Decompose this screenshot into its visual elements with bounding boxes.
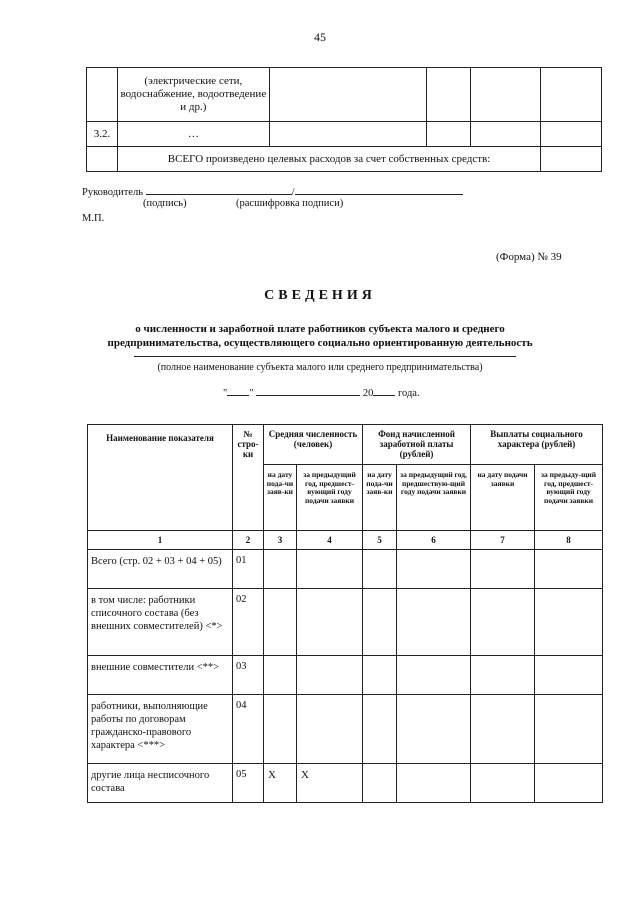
value-cell	[297, 656, 363, 695]
header-wage-fund: Фонд начисленной заработной платы (рублей)	[363, 425, 471, 465]
entity-name-line	[134, 356, 516, 357]
value-cell	[264, 695, 297, 764]
indicator-name: Всего (стр. 02 + 03 + 04 + 05)	[88, 550, 233, 589]
header-row	[88, 425, 603, 465]
indicator-name: в том числе: работники списочного состава (без внешних совместителей) <*>	[88, 589, 233, 656]
document-subtitle	[80, 322, 560, 350]
table-row	[87, 122, 602, 147]
total-label: ВСЕГО произведено целевых расходов за счет собственных средств:	[117, 147, 540, 172]
indicator-name: другие лица несписочного состава	[88, 764, 233, 803]
staff-wage-table	[87, 424, 603, 803]
value-cell	[264, 656, 297, 695]
decode-caption: (расшифровка подписи)	[236, 198, 344, 209]
value-cell	[264, 589, 297, 656]
previous-form-table	[86, 67, 602, 172]
value-cell	[297, 695, 363, 764]
value-cell: X	[297, 764, 363, 803]
page-number: 45	[314, 30, 326, 44]
table-row	[88, 764, 603, 803]
row-code: 04	[233, 695, 264, 764]
row-code: 03	[233, 656, 264, 695]
indicator-name: работники, выполняющие работы по договорам гражданско-правового характера <***>	[88, 695, 233, 764]
header-social-payments: Выплаты социального характера (рублей)	[471, 425, 603, 465]
form-number: (Форма) № 39	[496, 251, 562, 263]
column-number: 6	[397, 531, 471, 550]
column-number-row	[88, 531, 603, 550]
value-cell	[297, 589, 363, 656]
subtitle-line: о численности и заработной плате работников субъекта малого и среднего	[135, 323, 505, 335]
row-code: 05	[233, 764, 264, 803]
header-row-number: № стро-ки	[233, 425, 264, 531]
date-line: " " 20 года.	[223, 388, 420, 399]
column-number: 8	[535, 531, 603, 550]
indicator-name: внешние совместители <**>	[88, 656, 233, 695]
column-number: 7	[471, 531, 535, 550]
infrastructure-note: (электрические сети, водоснабжение, водоотведение и др.)	[117, 68, 269, 122]
sign-caption: (подпись)	[143, 198, 187, 209]
column-number: 1	[88, 531, 233, 550]
value-cell: X	[264, 764, 297, 803]
ellipsis-cell: …	[117, 122, 269, 147]
row-code: 02	[233, 589, 264, 656]
subheader-on-date: на дату пода-чи заяв-ки	[363, 465, 397, 531]
column-number: 4	[297, 531, 363, 550]
row-code: 01	[233, 550, 264, 589]
value-cell	[264, 550, 297, 589]
signature-line	[82, 185, 463, 198]
stamp-label: М.П.	[82, 213, 105, 224]
header-indicator-name: Наименование показателя	[88, 425, 233, 531]
subheader-prev-year: за предыдущий год, предшест-вующий году подачи заявки	[297, 465, 363, 531]
entity-caption: (полное наименование субъекта малого или среднего предпринимательства)	[157, 362, 483, 373]
table-row	[88, 656, 603, 695]
separator: /	[291, 187, 295, 198]
column-number: 5	[363, 531, 397, 550]
table-row	[87, 68, 602, 122]
total-row	[87, 147, 602, 172]
table-row	[88, 589, 603, 656]
column-number: 2	[233, 531, 264, 550]
subheader-prev-year: за предыду-щий год, предшест-вующий году подачи заявки	[535, 465, 603, 531]
value-cell	[297, 550, 363, 589]
subheader-prev-year: за предыдущий год, предшествую-щий году подачи заявки	[397, 465, 471, 531]
subheader-on-date: на дату пода-чи заяв-ки	[264, 465, 297, 531]
row-number: 3.2.	[87, 122, 118, 147]
subheader-on-date: на дату подачи заявки	[471, 465, 535, 531]
table-row	[88, 550, 603, 589]
document-title: СВЕДЕНИЯ	[264, 288, 376, 303]
header-avg-count: Средняя численность (человек)	[264, 425, 363, 465]
head-label: Руководитель	[82, 187, 143, 198]
subtitle-line: предпринимательства, осуществляющего социально ориентированную деятельность	[107, 337, 533, 349]
table-row	[88, 695, 603, 764]
column-number: 3	[264, 531, 297, 550]
